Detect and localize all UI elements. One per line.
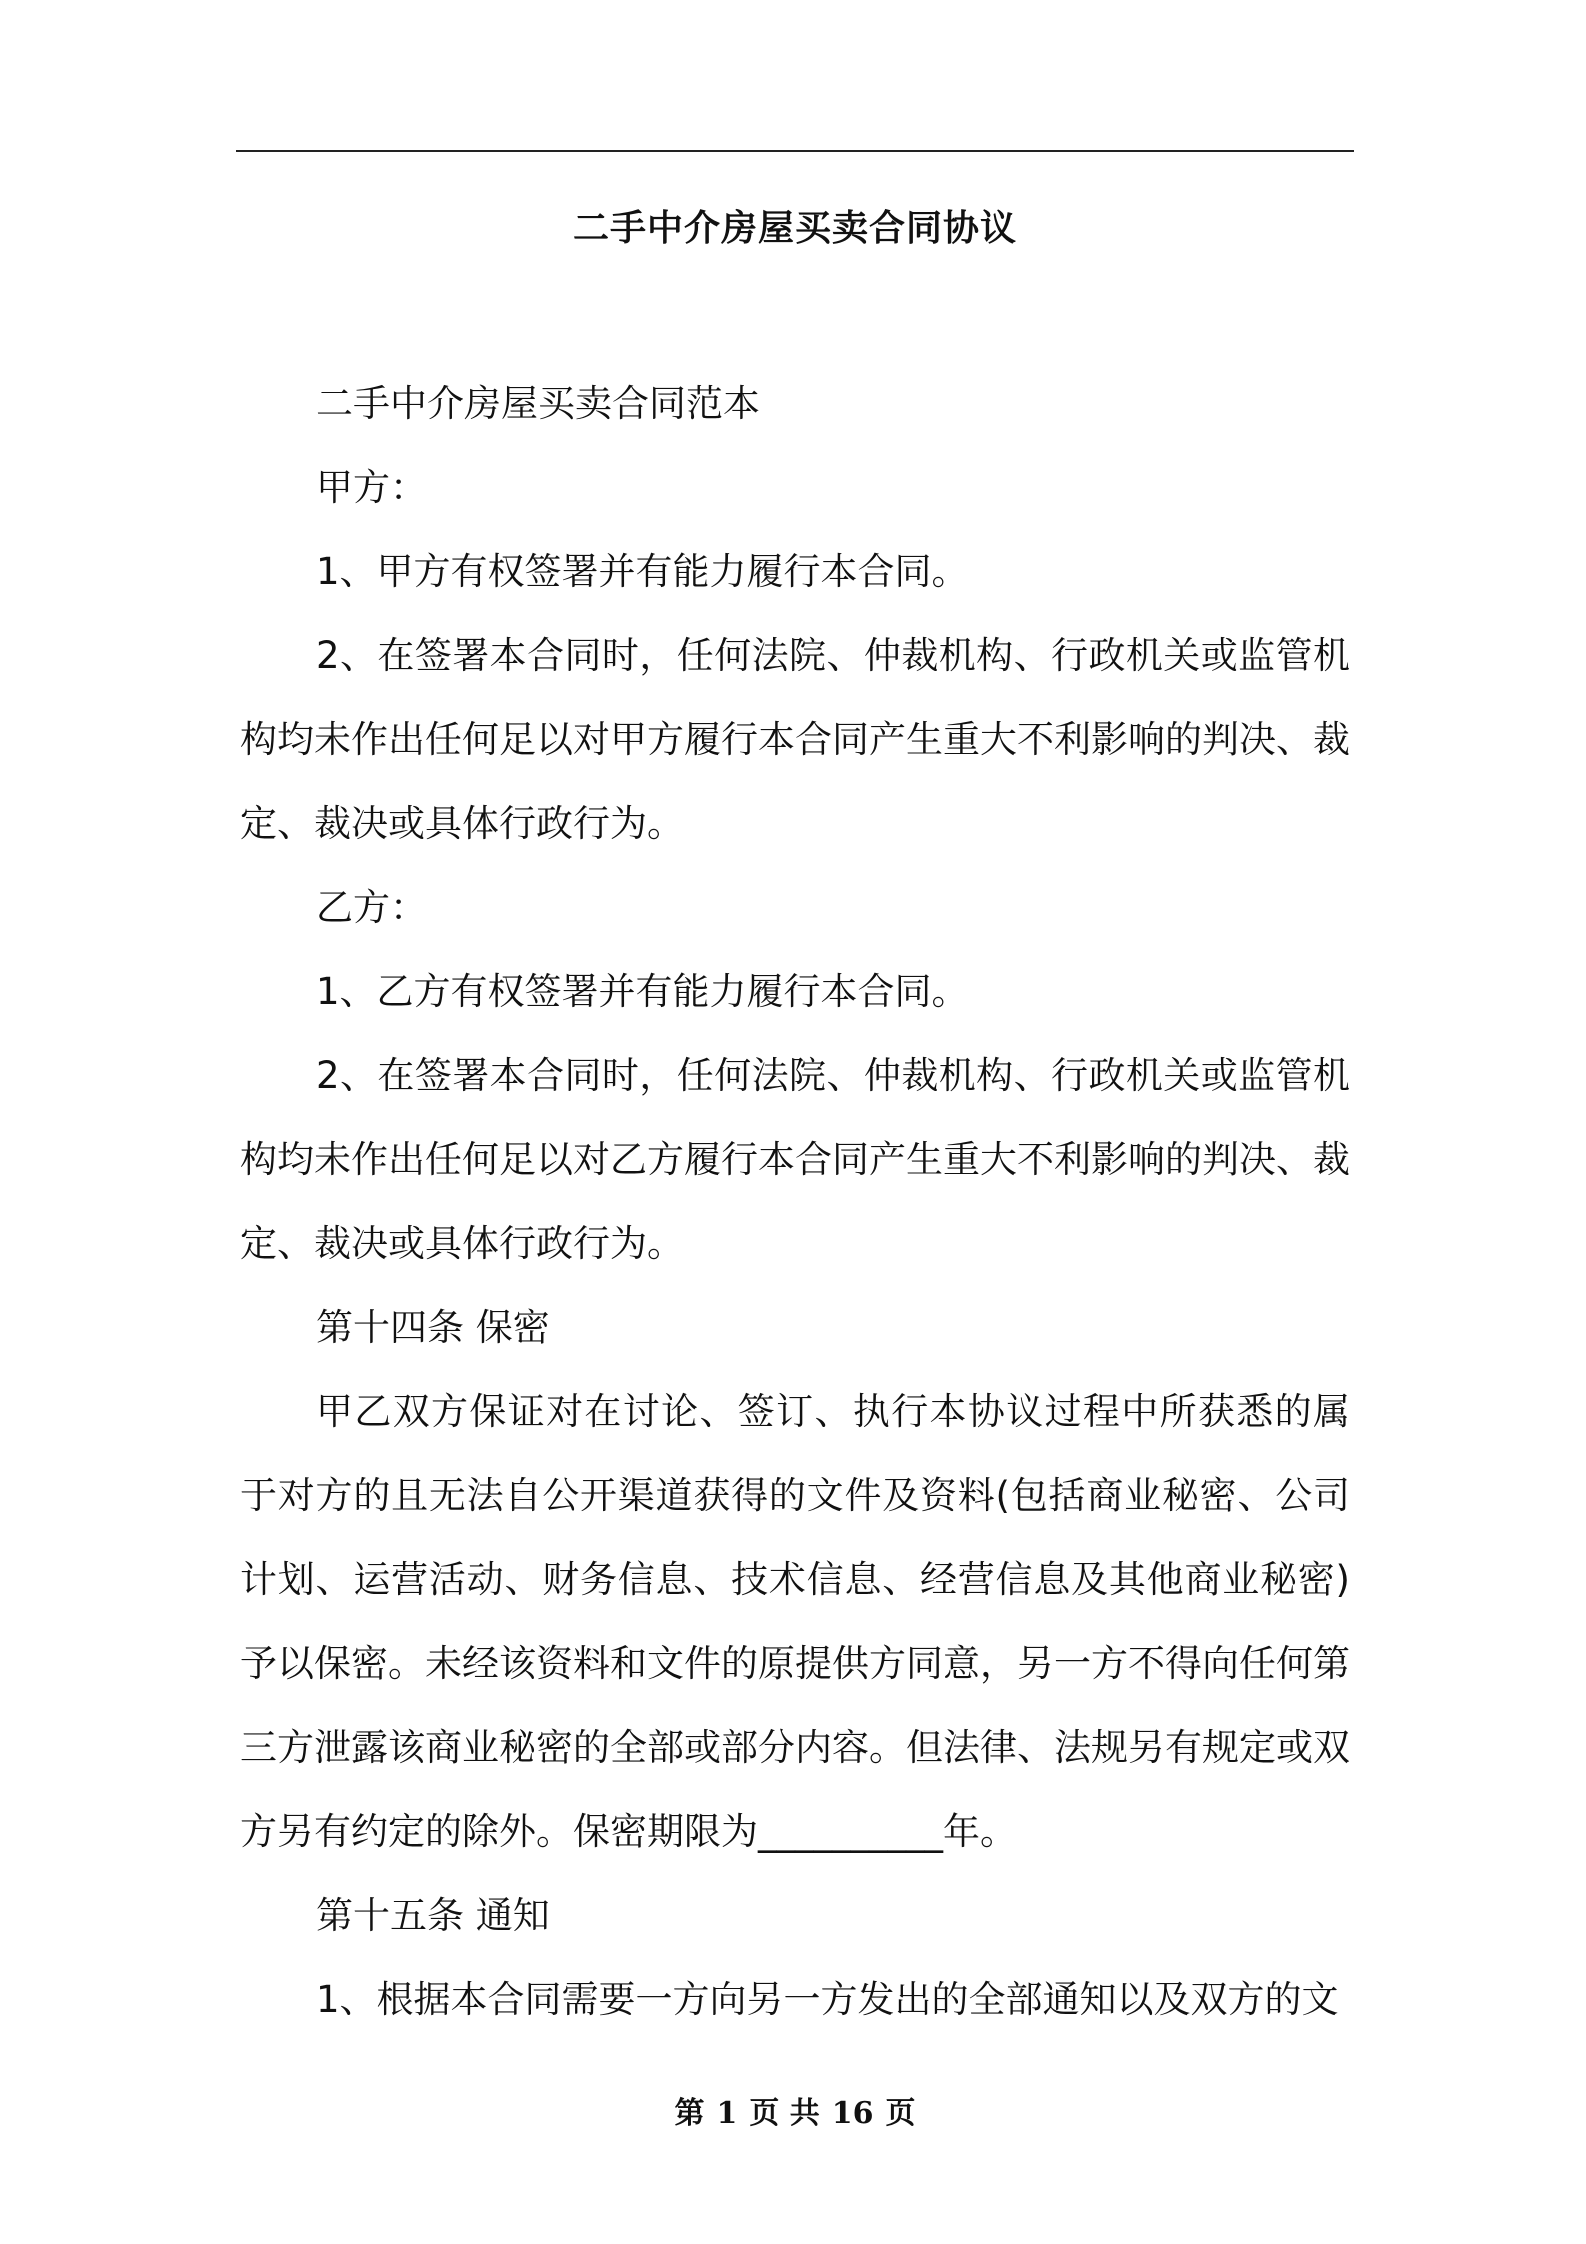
paragraph: 二手中介房屋买卖合同范本 (316, 382, 760, 425)
page-label-mid: 页 共 (749, 2096, 820, 2131)
document-body (240, 362, 1350, 2042)
header-divider (236, 150, 1354, 152)
paragraph: 2、在签署本合同时，任何法院、仲裁机构、行政机关或监管机构均未作出任何足以对乙方履行本合同产生重大不利影响的判决、裁定、裁决或具体行政行为。 (240, 1054, 1350, 1265)
paragraph: 1、甲方有权签署并有能力履行本合同。 (316, 550, 969, 593)
total-pages-number: 16 (831, 2096, 874, 2131)
paragraph: 1、乙方有权签署并有能力履行本合同。 (316, 970, 969, 1013)
document-title: 二手中介房屋买卖合同协议 (572, 208, 1017, 249)
section-heading: 第十四条 保密 (316, 1306, 550, 1349)
paragraph: 2、在签署本合同时，任何法院、仲裁机构、行政机关或监管机构均未作出任何足以对甲方履行本合同产生重大不利影响的判决、裁定、裁决或具体行政行为。 (240, 634, 1350, 845)
page-label-suffix: 页 (885, 2096, 916, 2131)
section-heading: 第十五条 通知 (316, 1894, 550, 1937)
current-page-number: 1 (716, 2096, 738, 2131)
paragraph: 乙方： (316, 886, 427, 929)
page-number-footer (236, 2090, 1354, 2138)
paragraph: 甲方： (316, 466, 427, 509)
page-label-prefix: 第 (674, 2096, 705, 2131)
paragraph: 1、根据本合同需要一方向另一方发出的全部通知以及双方的文 (316, 1978, 1339, 2021)
paragraph: 甲乙双方保证对在讨论、签订、执行本协议过程中所获悉的属于对方的且无法自公开渠道获得的文件及资料(包括商业秘密、公司计划、运营活动、财务信息、技术信息、经营信息及其他商业秘密)予以保密。未经该资料和文件的原提供方同意，另一方不得向任何第三方泄露该商业秘密的全部或部分内容。但法律、法规另有规定或双方另有约定的除外。保密期限为__________年。 (240, 1390, 1350, 1853)
